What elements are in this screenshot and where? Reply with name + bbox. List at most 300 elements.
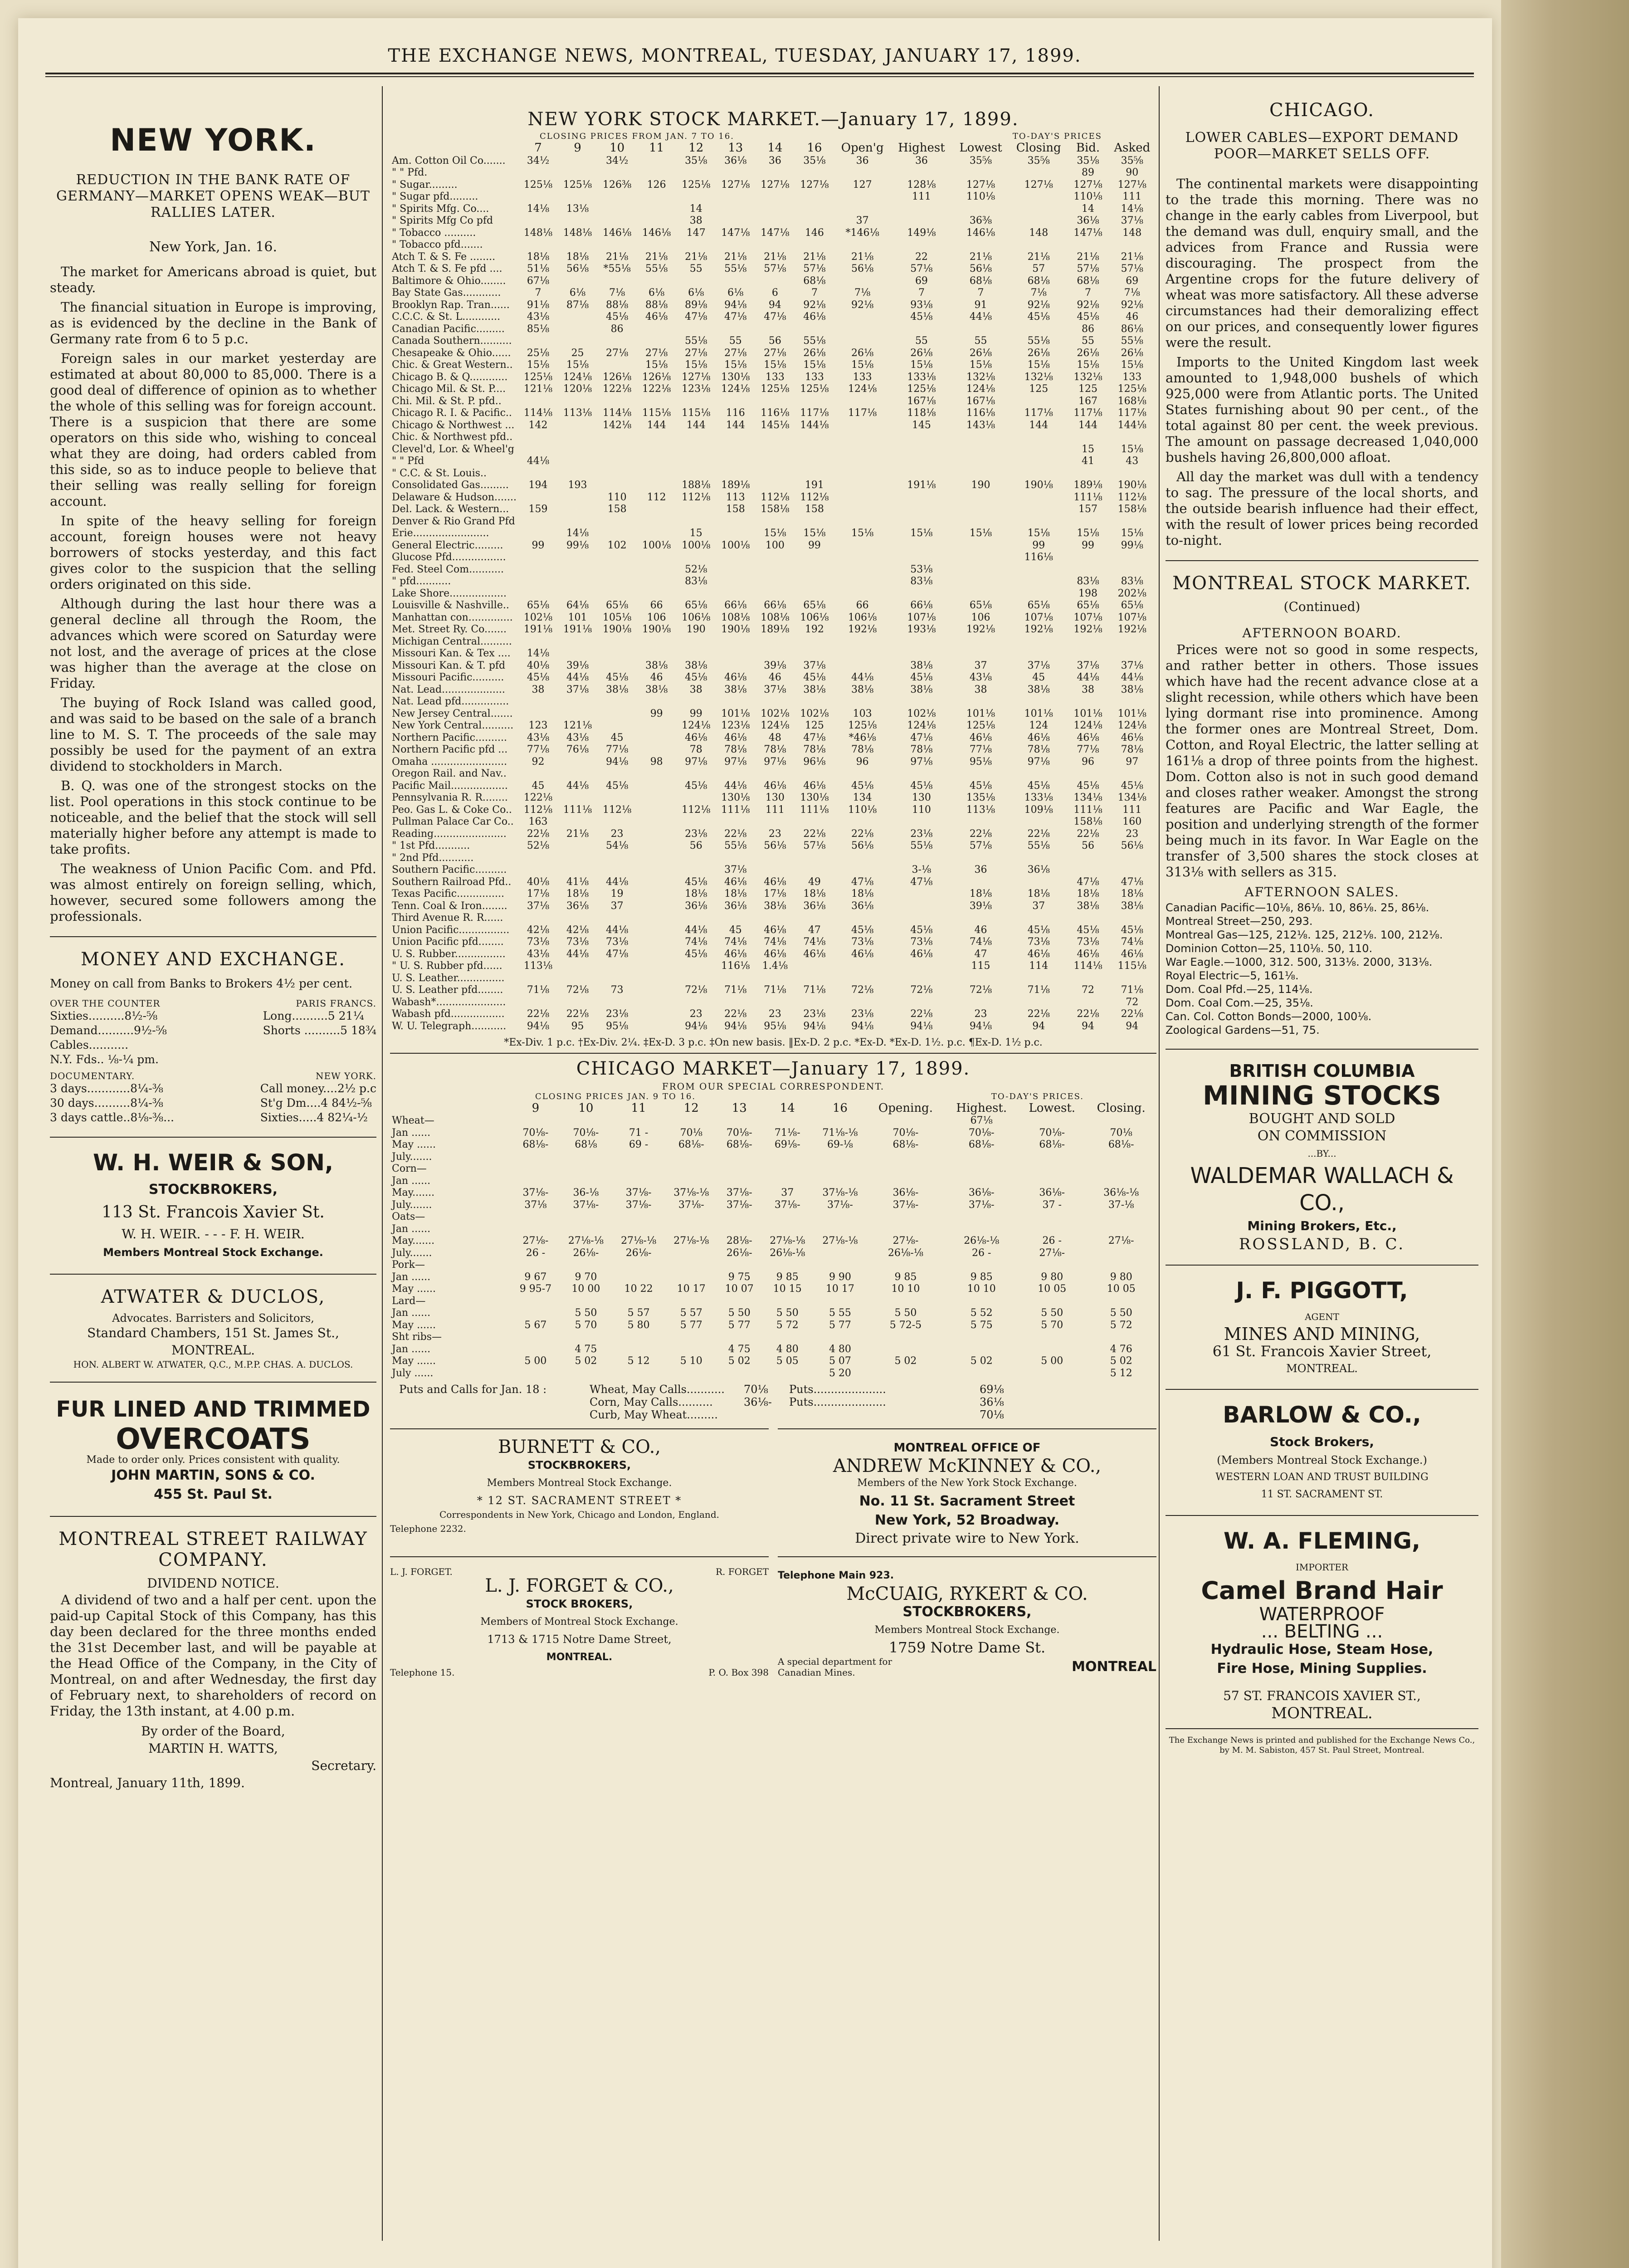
chicago-value-cell: 5 72 [776, 1319, 799, 1331]
chicago-value-cell: 68⅛- [678, 1139, 704, 1151]
ny-stock-value-cell [716, 587, 755, 600]
ny-stock-value-cell: 27⅛ [605, 347, 629, 359]
chicago-value-cell: 10 05 [1107, 1283, 1136, 1295]
chicago-value-cell: 37⅛- [726, 1187, 752, 1199]
ny-stock-value-cell [637, 816, 676, 828]
ny-stock-value-cell: 72 [1126, 996, 1139, 1008]
ny-stock-value-cell [834, 491, 890, 503]
new-york-paragraph: The weakness of Union Pacific Com. and Pfd. was almost entirely on foreign selling, which, however, secured some followers among the professionals. [50, 861, 376, 924]
ny-stock-value-cell: 158⅛ [1073, 816, 1102, 828]
chicago-value-cell [560, 1331, 612, 1344]
ny-stock-value-cell [755, 275, 795, 287]
chicago-value-cell [761, 1259, 814, 1271]
chicago-value-cell: 26⅛- [573, 1247, 599, 1259]
ny-stock-header: 12 [688, 141, 704, 155]
ny-stock-row [390, 431, 1156, 444]
ny-stock-value-cell [597, 431, 637, 444]
chicago-value-cell [761, 1367, 814, 1379]
ny-stock-value-cell: 102⅛ [523, 611, 553, 623]
chicago-value-cell [560, 1259, 612, 1271]
ny-stock-value-cell: 107⅛ [907, 611, 936, 623]
ny-stock-value-cell [1009, 912, 1068, 924]
ny-stock-value-cell: 92 [532, 756, 545, 767]
ny-stock-value-cell: 45⅛ [605, 780, 629, 792]
ny-stock-value-cell: 83⅛ [1121, 576, 1143, 587]
ny-stock-value-cell [755, 443, 795, 455]
ny-stock-row [390, 503, 1156, 516]
mckinney-member: Members of the New York Stock Exchange. [857, 1477, 1077, 1489]
ny-stock-header [390, 141, 518, 155]
ny-stock-row [390, 155, 1156, 167]
ny-stock-value-cell: 46 [768, 672, 781, 684]
ny-stock-value-cell: 46⅛ [764, 780, 786, 792]
chicago-value-cell: 5 70 [1041, 1319, 1063, 1331]
ny-stock-value-cell: 125 [1029, 383, 1049, 395]
fleming-line5: Fire Hose, Mining Supplies. [1217, 1661, 1427, 1677]
ny-stock-row [390, 732, 1156, 744]
mcduaig-type: STOCKBROKERS, [902, 1603, 1032, 1620]
ny-stock-value-cell: 43⅛ [527, 732, 550, 743]
ny-stock-value-cell: 45⅛ [1077, 311, 1099, 323]
chicago-name-cell: Jan ...... [392, 1127, 431, 1139]
chicago-value-cell [1086, 1223, 1156, 1235]
ny-stock-value-cell [755, 323, 795, 335]
barlow-member: (Members Montreal Stock Exchange.) [1217, 1454, 1427, 1466]
forget-name-r: R. FORGET [715, 1566, 769, 1577]
bc-type: Mining Brokers, Etc., [1247, 1218, 1397, 1233]
ny-stock-value-cell: 190⅛ [642, 624, 671, 635]
ny-stock-value-cell: 71⅛ [764, 984, 786, 996]
ny-stock-value-cell: 125⅛ [907, 383, 936, 395]
ny-stock-value-cell: 125⅛ [523, 371, 553, 383]
ny-stock-value-cell [755, 395, 795, 407]
chicago-value-cell [512, 1115, 560, 1127]
ny-stock-value-cell: 6⅛ [569, 287, 586, 299]
fleming-line4: Hydraulic Hose, Steam Hose, [1210, 1642, 1434, 1657]
ny-stock-value-cell: 38⅛ [1121, 900, 1143, 912]
chicago-value-cell [1086, 1151, 1156, 1163]
ny-stock-value-cell: 56 [1082, 840, 1095, 852]
ny-stock-value-cell [558, 972, 597, 984]
ny-stock-value-cell: 127⅛ [1073, 179, 1102, 191]
ny-stock-value-cell: 94⅛ [724, 1020, 747, 1032]
ny-stock-value-cell: 124⅛ [563, 371, 592, 383]
sale-item: Montreal Street—250, 293. [1166, 915, 1313, 928]
chicago-value-cell [867, 1367, 945, 1379]
ny-stock-value-cell: 86 [610, 323, 624, 335]
ny-stock-value-cell: 23 [689, 1008, 702, 1020]
ny-stock-value-cell: 71⅛ [1121, 984, 1143, 996]
divider [1166, 1265, 1478, 1266]
ny-stock-value-cell: 37⅛ [1121, 660, 1143, 671]
ny-stock-value-cell [558, 840, 597, 852]
ny-stock-value-cell: 45 [610, 732, 624, 743]
ny-stock-value-cell: 100⅛ [682, 539, 711, 551]
ny-stock-value-cell [952, 539, 1009, 552]
ny-stock-value-cell: 163 [528, 816, 548, 828]
chicago-value-cell: 27⅛-⅛ [822, 1235, 858, 1247]
ny-stock-value-cell [637, 852, 676, 864]
ny-stock-value-cell [597, 720, 637, 732]
ny-stock-value-cell: 113⅛ [966, 804, 995, 816]
ny-stock-value-cell: 56⅛ [969, 263, 992, 275]
ny-stock-value-cell: 15⅛ [851, 528, 874, 539]
ny-stock-value-cell: 111 [912, 191, 931, 203]
railway-order: By order of the Board, [141, 1724, 285, 1739]
ny-stock-value-cell [637, 960, 676, 973]
ny-stock-row [390, 635, 1156, 648]
ny-stock-value-cell [597, 515, 637, 528]
ny-stock-value-cell: 47⅛ [803, 732, 826, 743]
ny-stock-value-cell: 105⅛ [602, 611, 632, 623]
ny-stock-value-cell [716, 275, 755, 287]
ny-stock-value-cell: 101⅛ [1073, 708, 1102, 719]
ny-stock-value-cell [755, 479, 795, 492]
ny-stock-value-cell: 21⅛ [1027, 251, 1050, 263]
ny-stock-value-cell [637, 744, 676, 756]
ny-stock-value-cell: 18⅛ [851, 888, 874, 900]
ny-stock-value-cell [558, 912, 597, 924]
ny-stock-value-cell: 25 [571, 347, 584, 359]
chicago-value-cell [665, 1115, 717, 1127]
ny-stock-value-cell: 35⅝ [1121, 155, 1143, 166]
ny-stock-value-cell [952, 503, 1009, 516]
ny-stock-value-cell [676, 323, 716, 335]
ny-stock-value-cell: 78⅛ [764, 744, 786, 756]
chicago-value-cell [1086, 1295, 1156, 1307]
ny-stock-value-cell: 107⅛ [1024, 611, 1053, 623]
ny-stock-value-cell [597, 479, 637, 492]
ny-stock-row [390, 600, 1156, 612]
ny-stock-name-cell: Louisville & Nashville.. [392, 600, 509, 611]
ny-stock-name-cell: Union Pacific................ [392, 924, 510, 936]
bc-line1: BRITISH COLUMBIA [1229, 1061, 1415, 1081]
chicago-value-cell: 5 12 [1110, 1367, 1132, 1379]
ny-stock-value-cell [558, 792, 597, 804]
overcoat-line3: Made to order only. Prices consistent with quality. [86, 1454, 340, 1466]
chicago-value-cell [1018, 1367, 1086, 1379]
ny-stock-value-cell: 134⅛ [1117, 792, 1146, 804]
ny-stock-value-cell: 46⅛ [764, 948, 786, 960]
ny-stock-name-cell: Chicago & Northwest ... [392, 419, 515, 431]
chicago-value-cell: 37⅛ [524, 1199, 547, 1211]
puts-calls-cell: Puts..................... [789, 1383, 886, 1396]
ny-stock-row [390, 720, 1156, 732]
ny-stock-value-cell [1009, 431, 1068, 444]
railway-title: MONTREAL STREET RAILWAY COMPANY. [59, 1529, 368, 1570]
ny-stock-value-cell [952, 996, 1009, 1008]
ny-stock-value-cell [558, 563, 597, 576]
ny-stock-value-cell [716, 167, 755, 179]
ny-stock-value-cell: 21⅛ [724, 251, 747, 263]
ny-stock-value-cell: 101⅛ [1024, 708, 1053, 719]
fleming-address: 57 ST. FRANCOIS XAVIER ST., [1223, 1688, 1421, 1703]
piggott-type: MINES AND MINING, [1224, 1324, 1420, 1344]
ny-stock-value-cell: 74⅛ [969, 936, 992, 948]
ny-stock-value-cell: 69 [915, 275, 928, 287]
ny-stock-value-cell: 37 [610, 900, 624, 912]
ny-stock-value-cell: 78⅛ [803, 744, 826, 756]
ny-stock-value-cell: 158 [607, 503, 627, 515]
ny-stock-row [390, 443, 1156, 455]
ny-stock-value-cell [834, 323, 890, 335]
ny-stock-value-cell [1108, 563, 1156, 576]
ny-stock-value-cell: 15⅛ [724, 359, 747, 371]
ny-stock-value-cell [834, 239, 890, 251]
ny-stock-value-cell: 44⅛ [851, 672, 874, 684]
forget-ad [390, 1556, 769, 1678]
chicago-value-cell: 37⅛- [522, 1187, 549, 1199]
ny-stock-value-cell [952, 515, 1009, 528]
ny-stock-value-cell: 115 [971, 960, 990, 972]
ny-stock-value-cell [1009, 696, 1068, 708]
ny-stock-row [390, 648, 1156, 660]
ny-stock-value-cell [952, 467, 1009, 479]
ny-stock-value-cell [637, 648, 676, 660]
chicago-value-cell [612, 1151, 665, 1163]
ny-stock-value-cell: 132⅛ [1073, 371, 1102, 383]
chicago-value-cell [1018, 1175, 1086, 1187]
ny-stock-value-cell: 158 [726, 503, 745, 515]
chicago-name-cell: Sht ribs— [392, 1331, 442, 1343]
ny-stock-value-cell: 42⅛ [527, 924, 550, 936]
ny-stock-value-cell [716, 203, 755, 215]
chicago-value-cell [612, 1367, 665, 1379]
ny-stock-value-cell: 22⅛ [1027, 828, 1050, 840]
chicago-value-cell: 37 - [1042, 1199, 1062, 1211]
ny-stock-value-cell: 106⅛ [848, 611, 877, 623]
chicago-value-cell [1086, 1115, 1156, 1127]
ny-stock-value-cell: 26⅛ [969, 347, 992, 359]
ny-stock-value-cell: 94 [1126, 1020, 1139, 1032]
ny-stock-value-cell: 108⅛ [761, 611, 790, 623]
ny-stock-value-cell: 144 [686, 419, 706, 431]
ny-stock-value-cell: 73⅛ [566, 936, 589, 948]
ny-stock-value-cell: 78⅛ [1121, 744, 1143, 756]
ny-stock-value-cell: 78⅛ [724, 744, 747, 756]
ny-stock-value-cell: 158⅛ [761, 503, 790, 515]
chicago-value-cell: 27⅛- [1039, 1247, 1065, 1259]
ny-stock-value-cell: 26⅛ [910, 347, 933, 359]
ny-stock-value-cell: 189⅛ [761, 624, 790, 635]
ny-stock-value-cell: 18⅛ [969, 888, 992, 900]
ny-stock-value-cell: 14⅛ [527, 648, 550, 660]
forget-city: MONTREAL. [546, 1651, 613, 1663]
ny-stock-value-cell: 125⅛ [563, 179, 592, 191]
ny-stock-value-cell [676, 443, 716, 455]
ny-stock-value-cell [716, 431, 755, 444]
ny-stock-value-cell: 35⅝ [969, 155, 992, 166]
ny-stock-value-cell [637, 828, 676, 840]
ny-stock-value-cell: 71⅛ [1027, 984, 1050, 996]
ny-stock-value-cell: 127 [853, 179, 872, 191]
ny-stock-value-cell [558, 576, 597, 588]
ny-stock-value-cell: 40⅛ [527, 876, 550, 888]
ny-stock-name-cell: " Sugar pfd......... [392, 191, 478, 203]
ny-stock-value-cell [518, 635, 558, 648]
chicago-value-cell: 5 72-5 [889, 1319, 922, 1331]
new-york-paragraph: Foreign sales in our market yesterday are estimated at about 80,000 to 85,000. There is a good deal of difference of opinion as to whether the whole of this selling was for foreign account. There is a suspicion that there are some operators on this side who, wishing to conceal what they are doing, had orders cabled from this side, so as to induce people to believe that their selling was really selling for foreign account. [50, 351, 376, 509]
chicago-row [390, 1211, 1156, 1223]
chicago-paragraph: All day the market was dull with a tendency to sag. The pressure of the local shorts, and the outside bearish influence had their effect, with the result of lower prices being recorded to-night. [1166, 469, 1478, 548]
ny-stock-value-cell: 190⅛ [1117, 479, 1146, 491]
ny-stock-value-cell [518, 864, 558, 876]
ny-stock-value-cell: 86 [1082, 323, 1095, 335]
ny-stock-value-cell [1108, 431, 1156, 444]
ny-stock-name-cell: Omaha ........................ [392, 756, 507, 767]
chicago-value-cell: 68⅛- [522, 1139, 549, 1151]
documentary-label: DOCUMENTARY. [50, 1070, 135, 1081]
montreal-text: Prices were not so good in some respects, and rather better in others. Those issues which have had the recent advance close at a slight recession, while others which have been lying dormant rise into prominence. Among the former ones are Montreal Street, Dom. Cotton, and Royal Electric, the latter selling at 161⅛ a drop of three points from the highest. Dom. Cotton also is not in such good demand and closes rather weaker. Amongst the strong features are Pacific and War Eagle, the position and underlying strength of the former being much in its favor. In War Eagle on the transfer of 3,500 shares the stock closes at 313⅛ with sellers as 315. [1166, 642, 1478, 880]
chicago-value-cell: 37⅛- [726, 1199, 752, 1211]
ny-stock-value-cell: 26⅛ [803, 347, 826, 359]
ny-stock-value-cell: 125⅛ [800, 383, 829, 395]
ny-stock-value-cell: 88⅛ [605, 299, 629, 311]
ny-stock-value-cell: 112⅛ [682, 491, 711, 503]
ny-stock-row [390, 708, 1156, 720]
ny-stock-name-cell: Glucose Pfd................. [392, 552, 506, 563]
burnett-tel: Telephone 2232. [390, 1523, 466, 1534]
ny-stock-value-cell: 121⅛ [523, 383, 553, 395]
ny-stock-value-cell [558, 395, 597, 407]
ny-stock-value-cell [637, 587, 676, 600]
ny-stock-value-cell: 38 [689, 215, 702, 227]
ny-stock-value-cell [518, 395, 558, 407]
chicago-value-cell: 27⅛- [1108, 1235, 1134, 1247]
chicago-name-cell: Lard— [392, 1295, 426, 1307]
chicago-value-cell: 9 80 [1041, 1271, 1063, 1283]
ny-stock-value-cell: 57⅛ [764, 263, 786, 275]
ny-stock-value-cell [891, 900, 952, 912]
chicago-value-cell [945, 1223, 1018, 1235]
new-york-paragraph: The market for Americans abroad is quiet, but steady. [50, 264, 376, 295]
ny-stock-value-cell: 23⅛ [851, 1008, 874, 1020]
ny-stock-value-cell [637, 239, 676, 251]
ny-stock-value-cell: 15⅛ [803, 528, 826, 539]
ny-stock-value-cell: 106 [647, 611, 666, 623]
ny-stock-value-cell: 99 [650, 708, 663, 719]
chicago-value-cell: 5 02 [970, 1355, 993, 1367]
ny-stock-header: Open'g [841, 141, 884, 155]
ny-stock-value-cell: 22 [915, 251, 928, 263]
ny-stock-value-cell [952, 768, 1009, 780]
ny-stock-value-cell: 72 [1082, 984, 1095, 996]
ny-stock-value-cell: 57 [1032, 263, 1045, 275]
ny-stock-header: 7 [534, 141, 542, 155]
ny-stock-value-cell: 94 [1082, 1020, 1095, 1032]
chicago-value-cell [761, 1163, 814, 1175]
ny-stock-row [390, 924, 1156, 936]
ny-stock-value-cell: 101 [568, 611, 587, 623]
ny-stock-value-cell [834, 660, 890, 672]
ny-stock-value-cell [891, 455, 952, 468]
ny-stock-name-cell: C.C.C. & St. L............ [392, 311, 501, 323]
chicago-value-cell: 37 [781, 1187, 794, 1199]
chicago-value-cell: 5 02 [575, 1355, 597, 1367]
new-york-dateline: New York, Jan. 16. [149, 239, 278, 255]
chicago-name-cell: July....... [392, 1199, 432, 1211]
ny-stock-value-cell [891, 552, 952, 564]
chicago-value-cell [512, 1163, 560, 1175]
chicago-value-cell: 5 50 [776, 1307, 799, 1319]
ny-stock-name-cell: Consolidated Gas......... [392, 479, 509, 491]
ny-stock-value-cell: 22⅛ [803, 828, 826, 840]
ny-stock-value-cell [558, 335, 597, 347]
money-row: Shorts ..........5 18¾ [263, 1024, 376, 1037]
chicago-value-cell: 28⅛- [726, 1235, 752, 1247]
ny-stock-value-cell [795, 912, 834, 924]
ny-stock-table [390, 141, 1156, 1032]
chicago-value-cell: 5 50 [575, 1307, 597, 1319]
ny-stock-value-cell: 46 [974, 924, 987, 936]
chicago-row [390, 1175, 1156, 1187]
ny-stock-value-cell [597, 996, 637, 1008]
ny-stock-value-cell: 113⅛ [563, 407, 592, 419]
ny-stock-value-cell: 45⅛ [910, 672, 933, 684]
ny-stock-name-cell: Fed. Steel Com........... [392, 563, 504, 575]
ny-stock-value-cell: 46⅛ [969, 732, 992, 743]
ny-stock-value-cell [891, 696, 952, 708]
ny-stock-value-cell: 189⅛ [1073, 479, 1102, 491]
forget-tel: Telephone 15. [390, 1667, 455, 1678]
ny-stock-name-cell: " U. S. Rubber pfd...... [392, 960, 502, 972]
ny-stock-value-cell: 191⅛ [563, 624, 592, 635]
divider [1166, 1389, 1478, 1390]
over-counter-label: OVER THE COUNTER [50, 998, 161, 1009]
chicago-name-cell: Jan ...... [392, 1271, 431, 1283]
money-row: St'g Dm....4 84½-⅝ [260, 1096, 372, 1110]
ny-stock-value-cell: 21⅛ [969, 251, 992, 263]
ny-stock-value-cell: 124 [1029, 720, 1049, 732]
ny-stock-value-cell: 133 [805, 371, 824, 383]
ny-stock-value-cell: 146⅛ [642, 227, 671, 239]
chicago-market-table [390, 1101, 1156, 1379]
overcoat-line2: OVERCOATS [116, 1422, 311, 1456]
ny-stock-value-cell [1108, 467, 1156, 479]
ny-stock-name-cell: " 2nd Pfd........... [392, 852, 474, 864]
chicago-row [390, 1187, 1156, 1199]
chicago-value-cell: 4 80 [776, 1343, 799, 1355]
ny-stock-value-cell: 15⅛ [1077, 359, 1099, 371]
ny-stock-value-cell [795, 587, 834, 600]
chicago-value-cell: 27⅛-⅛ [673, 1235, 709, 1247]
ny-stock-value-cell: 45⅛ [910, 780, 933, 792]
ny-stock-name-cell: " Tobacco pfd....... [392, 239, 483, 251]
ny-stock-row [390, 912, 1156, 924]
chicago-value-cell [945, 1259, 1018, 1271]
chicago-value-cell [867, 1151, 945, 1163]
ny-stock-value-cell [637, 528, 676, 540]
ny-stock-value-cell [716, 660, 755, 672]
ny-stock-value-cell [676, 852, 716, 864]
ny-stock-value-cell: 44⅛ [1121, 672, 1143, 684]
ny-stock-value-cell: 44⅛ [685, 924, 707, 936]
ny-stock-value-cell: 107⅛ [1073, 611, 1102, 623]
chicago-value-cell [1018, 1211, 1086, 1223]
chicago-value-cell [1018, 1163, 1086, 1175]
ny-stock-value-cell [891, 167, 952, 179]
ny-stock-value-cell: 92⅛ [1027, 299, 1050, 311]
chicago-value-cell [1086, 1211, 1156, 1223]
money-row: Sixties..........8½-⅝ [50, 1009, 158, 1022]
ny-stock-value-cell: 96 [1082, 756, 1095, 767]
ny-stock-value-cell: 56 [768, 335, 781, 347]
fleming-line2: WATERPROOF [1259, 1604, 1385, 1625]
ny-stock-row [390, 395, 1156, 407]
divider [390, 1053, 1156, 1054]
ny-stock-value-cell: 202⅛ [1117, 587, 1146, 599]
ny-stock-value-cell [891, 443, 952, 455]
